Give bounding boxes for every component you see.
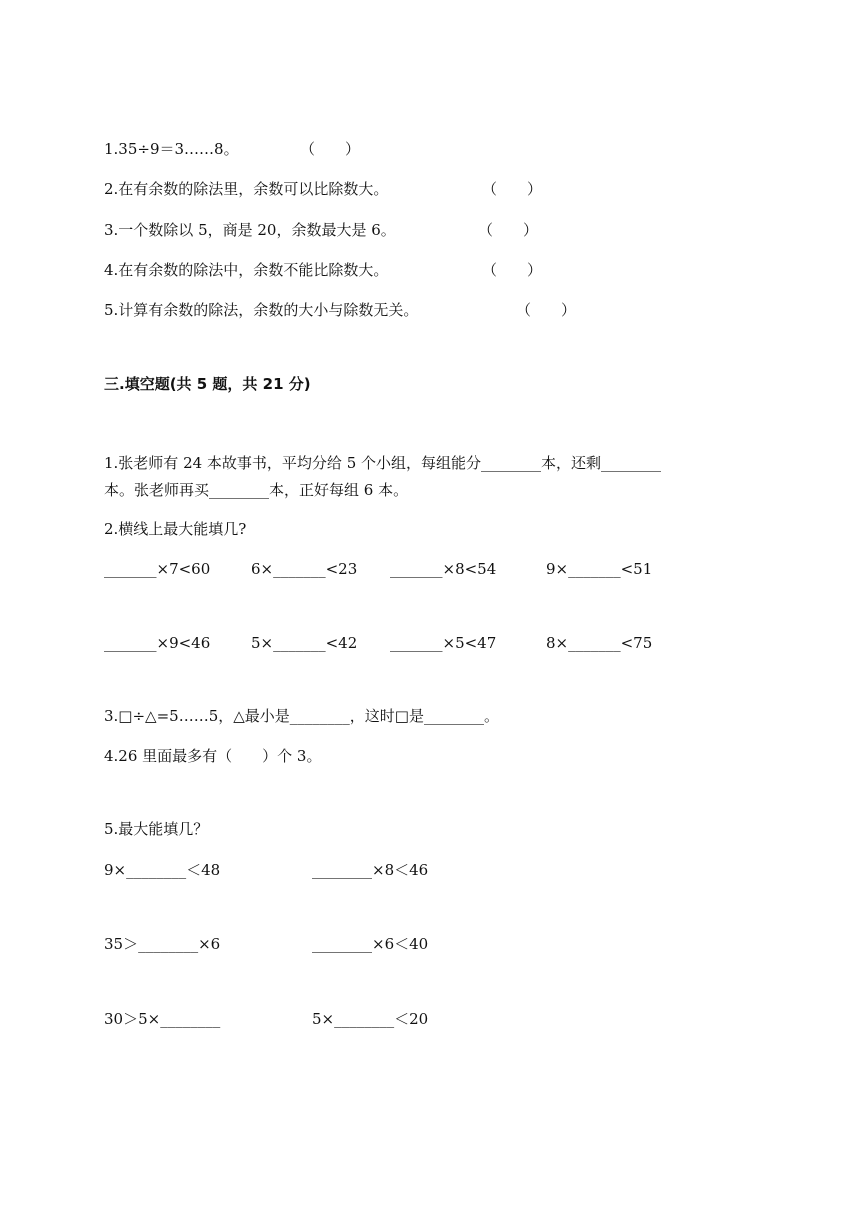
judge-item-4 [104, 260, 388, 280]
judge-item-1 [104, 139, 239, 159]
judge-item-5 [104, 300, 418, 320]
inequality-cell: 9×________＜48 [104, 861, 221, 879]
inequality-cell: 9×_______<51 [546, 560, 653, 578]
inequality-cell: 35＞________×6 [104, 935, 221, 953]
fill-q3: 3.□÷△=5……5，△最小是________，这时□是________。 [104, 707, 499, 725]
judge-item-text: 4.在有余数的除法中，余数不能比除数大。 [104, 261, 389, 279]
inequality-cell: _______×9<46 [104, 634, 211, 652]
inequality-cell: 5×_______<42 [251, 634, 358, 652]
inequality-cell: 5×________＜20 [312, 1010, 429, 1028]
fill-q1-line2: 本。张老师再买________本，正好每组 6 本。 [104, 481, 409, 499]
inequality-cell: ________×8＜46 [312, 861, 429, 879]
judge-item-text: 3.一个数除以 5，商是 20，余数最大是 6。 [104, 221, 396, 239]
fill-q4: 4.26 里面最多有（ ）个 3。 [104, 747, 322, 765]
judge-item-text: 1.35÷9＝3……8。 [104, 140, 239, 158]
judge-item-text: 2.在有余数的除法里，余数可以比除数大。 [104, 180, 389, 198]
section-heading: 三.填空题(共 5 题，共 21 分) [104, 375, 311, 393]
answer-parentheses[interactable]: （ ） [482, 180, 543, 198]
judge-item-text: 5.计算有余数的除法，余数的大小与除数无关。 [104, 301, 419, 319]
inequality-cell: 6×_______<23 [251, 560, 358, 578]
inequality-cell: ________×6＜40 [312, 935, 429, 953]
inequality-cell: _______×7<60 [104, 560, 211, 578]
fill-q5-title: 5.最大能填几？ [104, 820, 209, 838]
inequality-cell: _______×5<47 [390, 634, 497, 652]
answer-parentheses[interactable]: （ ） [478, 221, 539, 239]
fill-q2-title: 2.横线上最大能填几? [104, 520, 247, 538]
fill-q1-line1: 1.张老师有 24 本故事书，平均分给 5 个小组，每组能分________本，还剩________ [104, 454, 662, 472]
judge-item-3 [104, 220, 396, 240]
answer-parentheses[interactable]: （ ） [300, 140, 361, 158]
inequality-cell: 8×_______<75 [546, 634, 653, 652]
inequality-cell: 30＞5×________ [104, 1010, 221, 1028]
answer-parentheses[interactable]: （ ） [482, 261, 543, 279]
judge-item-2 [104, 179, 388, 199]
inequality-cell: _______×8<54 [390, 560, 497, 578]
answer-parentheses[interactable]: （ ） [516, 301, 577, 319]
